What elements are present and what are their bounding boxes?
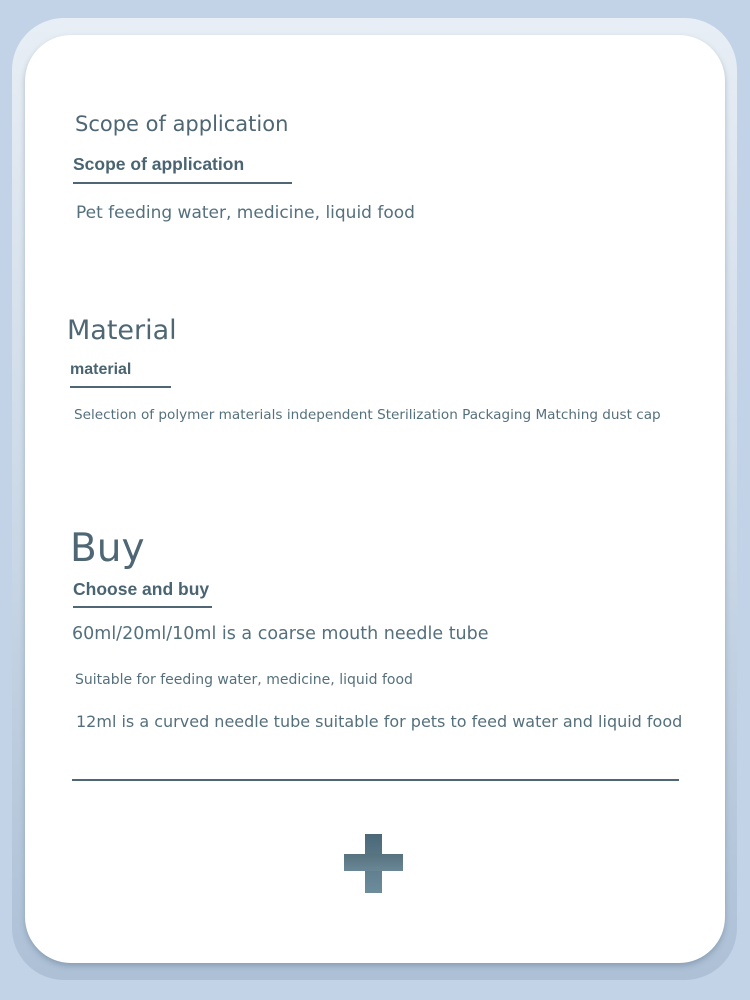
section-divider	[72, 779, 679, 781]
material-text: Selection of polymer materials independent Sterilization Packaging Matching dust cap	[74, 407, 661, 423]
plus-icon-horizontal-bar	[344, 854, 403, 871]
content-card	[25, 35, 725, 963]
material-heading: Material	[67, 315, 177, 346]
scope-heading: Scope of application	[75, 112, 289, 136]
buy-underline	[73, 606, 212, 608]
buy-heading: Buy	[70, 526, 145, 571]
material-underline	[70, 386, 171, 388]
buy-subheading: Choose and buy	[73, 579, 210, 599]
buy-line-3: 12ml is a curved needle tube suitable for pets to feed water and liquid food	[76, 712, 683, 731]
scope-subheading: Scope of application	[73, 154, 245, 174]
scope-underline	[73, 182, 292, 184]
scope-text: Pet feeding water, medicine, liquid food	[76, 203, 415, 223]
material-subheading: material	[70, 361, 132, 378]
buy-line-1: 60ml/20ml/10ml is a coarse mouth needle tube	[72, 624, 489, 644]
buy-line-2: Suitable for feeding water, medicine, liquid food	[75, 672, 413, 688]
